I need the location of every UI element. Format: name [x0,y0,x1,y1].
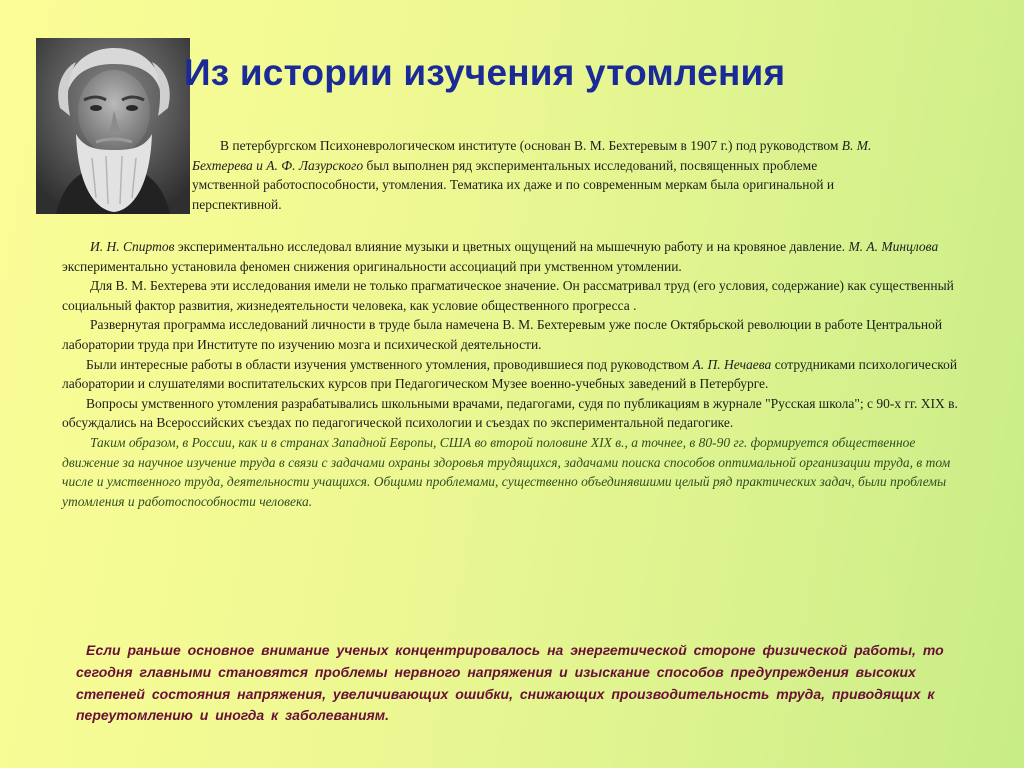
paragraph-6: Вопросы умственного утомления разрабатывались школьными врачами, педагогами, судя по публикациям в журнале "Русская школа"; с 90-х гг. XIX в. обсуждались на Всероссийских съездах по педагогической психологии и съездах по экспериментальной педагогике. [62,395,958,431]
paragraph-2-text-a: экспериментально исследовал влияние музыки и цветных ощущений на мышечную работу и на кровяное давление. [174,239,849,254]
paragraph-4: Развернутая программа исследований личности в труде была намечена В. М. Бехтеревым уже после Октябрьской революции в работе Центральной лаборатории труда при Институте по изучению мозга и психической деятельности. [62,317,943,352]
paragraph-5-text-a: Были интересные работы в области изучения умственного утомления, проводившиеся под руководством [86,356,693,372]
bearded-man-portrait-icon [36,38,190,214]
slide-title: Из истории изучения утомления [184,52,786,93]
paragraph-2 [62,237,962,276]
paragraph-5-text-b: сотрудниками психологической лаборатории и слушателями воспитательских курсов при Педагогическом Музее военно-учебных заведений в Петербурге. [62,356,958,392]
paragraph-1-text-b: был выполнен ряд экспериментальных исследований, посвященных проблеме умственной работоспособности, утомления. Тематика их даже и по современным меркам была оригинальной и перспективной. [192,157,835,212]
portrait-photo [36,38,190,214]
paragraph-2-name-b: М. А. Минцлова [848,239,939,254]
paragraph-2-text-b: экспериментально установила феномен снижения оригинальности ассоциаций при умственном утомлении. [62,258,682,274]
paragraph-5-name: А. П. Нечаева [692,356,772,372]
paragraph-1-names: В. М. Бехтерева и А. Ф. Лазурского [192,138,872,173]
paragraph-1-text-a: В петербургском Психоневрологическом институте (основан В. М. Бехтеревым в 1907 г.) под руководством [220,138,842,153]
main-text [62,237,962,511]
paragraph-1 [192,136,872,214]
paragraph-3: Для В. М. Бехтерева эти исследования имели не только прагматическое значение. Он рассматривал труд (его условия, содержание) как существенный социальный фактор развития, жизнедеятельности человека, как условие общественного прогресса . [62,278,954,313]
accent-paragraph: Если раньше основное внимание ученых концентрировалось на энергетической стороне физической работы, то сегодня главными становятся проблемы нервного напряжения и изыскание способов предупреждения высоких степеней состояния напряжения, увеличивающих ошибки, снижающих производительность труда, приводящих к переутомлению и иногда к заболеваниям. [76,642,944,724]
paragraph-5 [62,355,962,394]
summary-paragraph: Таким образом, в России, как и в странах Западной Европы, США во второй половине XIX в., а точнее, в 80-90 гг. формируется общественное движение за научное изучение труда в связи с задачами охраны здоровья трудящихся, задачами поиска способов оптимальной организации труда, в том числе и умственного труда, деятельности учащихся. Общими проблемами, существенно объединявшими целый ряд практических задач, были проблемы утомления и работоспособности человека. [62,434,951,509]
intro-paragraph [192,136,872,214]
paragraph-2-name-a: И. Н. Спиртов [90,239,175,254]
